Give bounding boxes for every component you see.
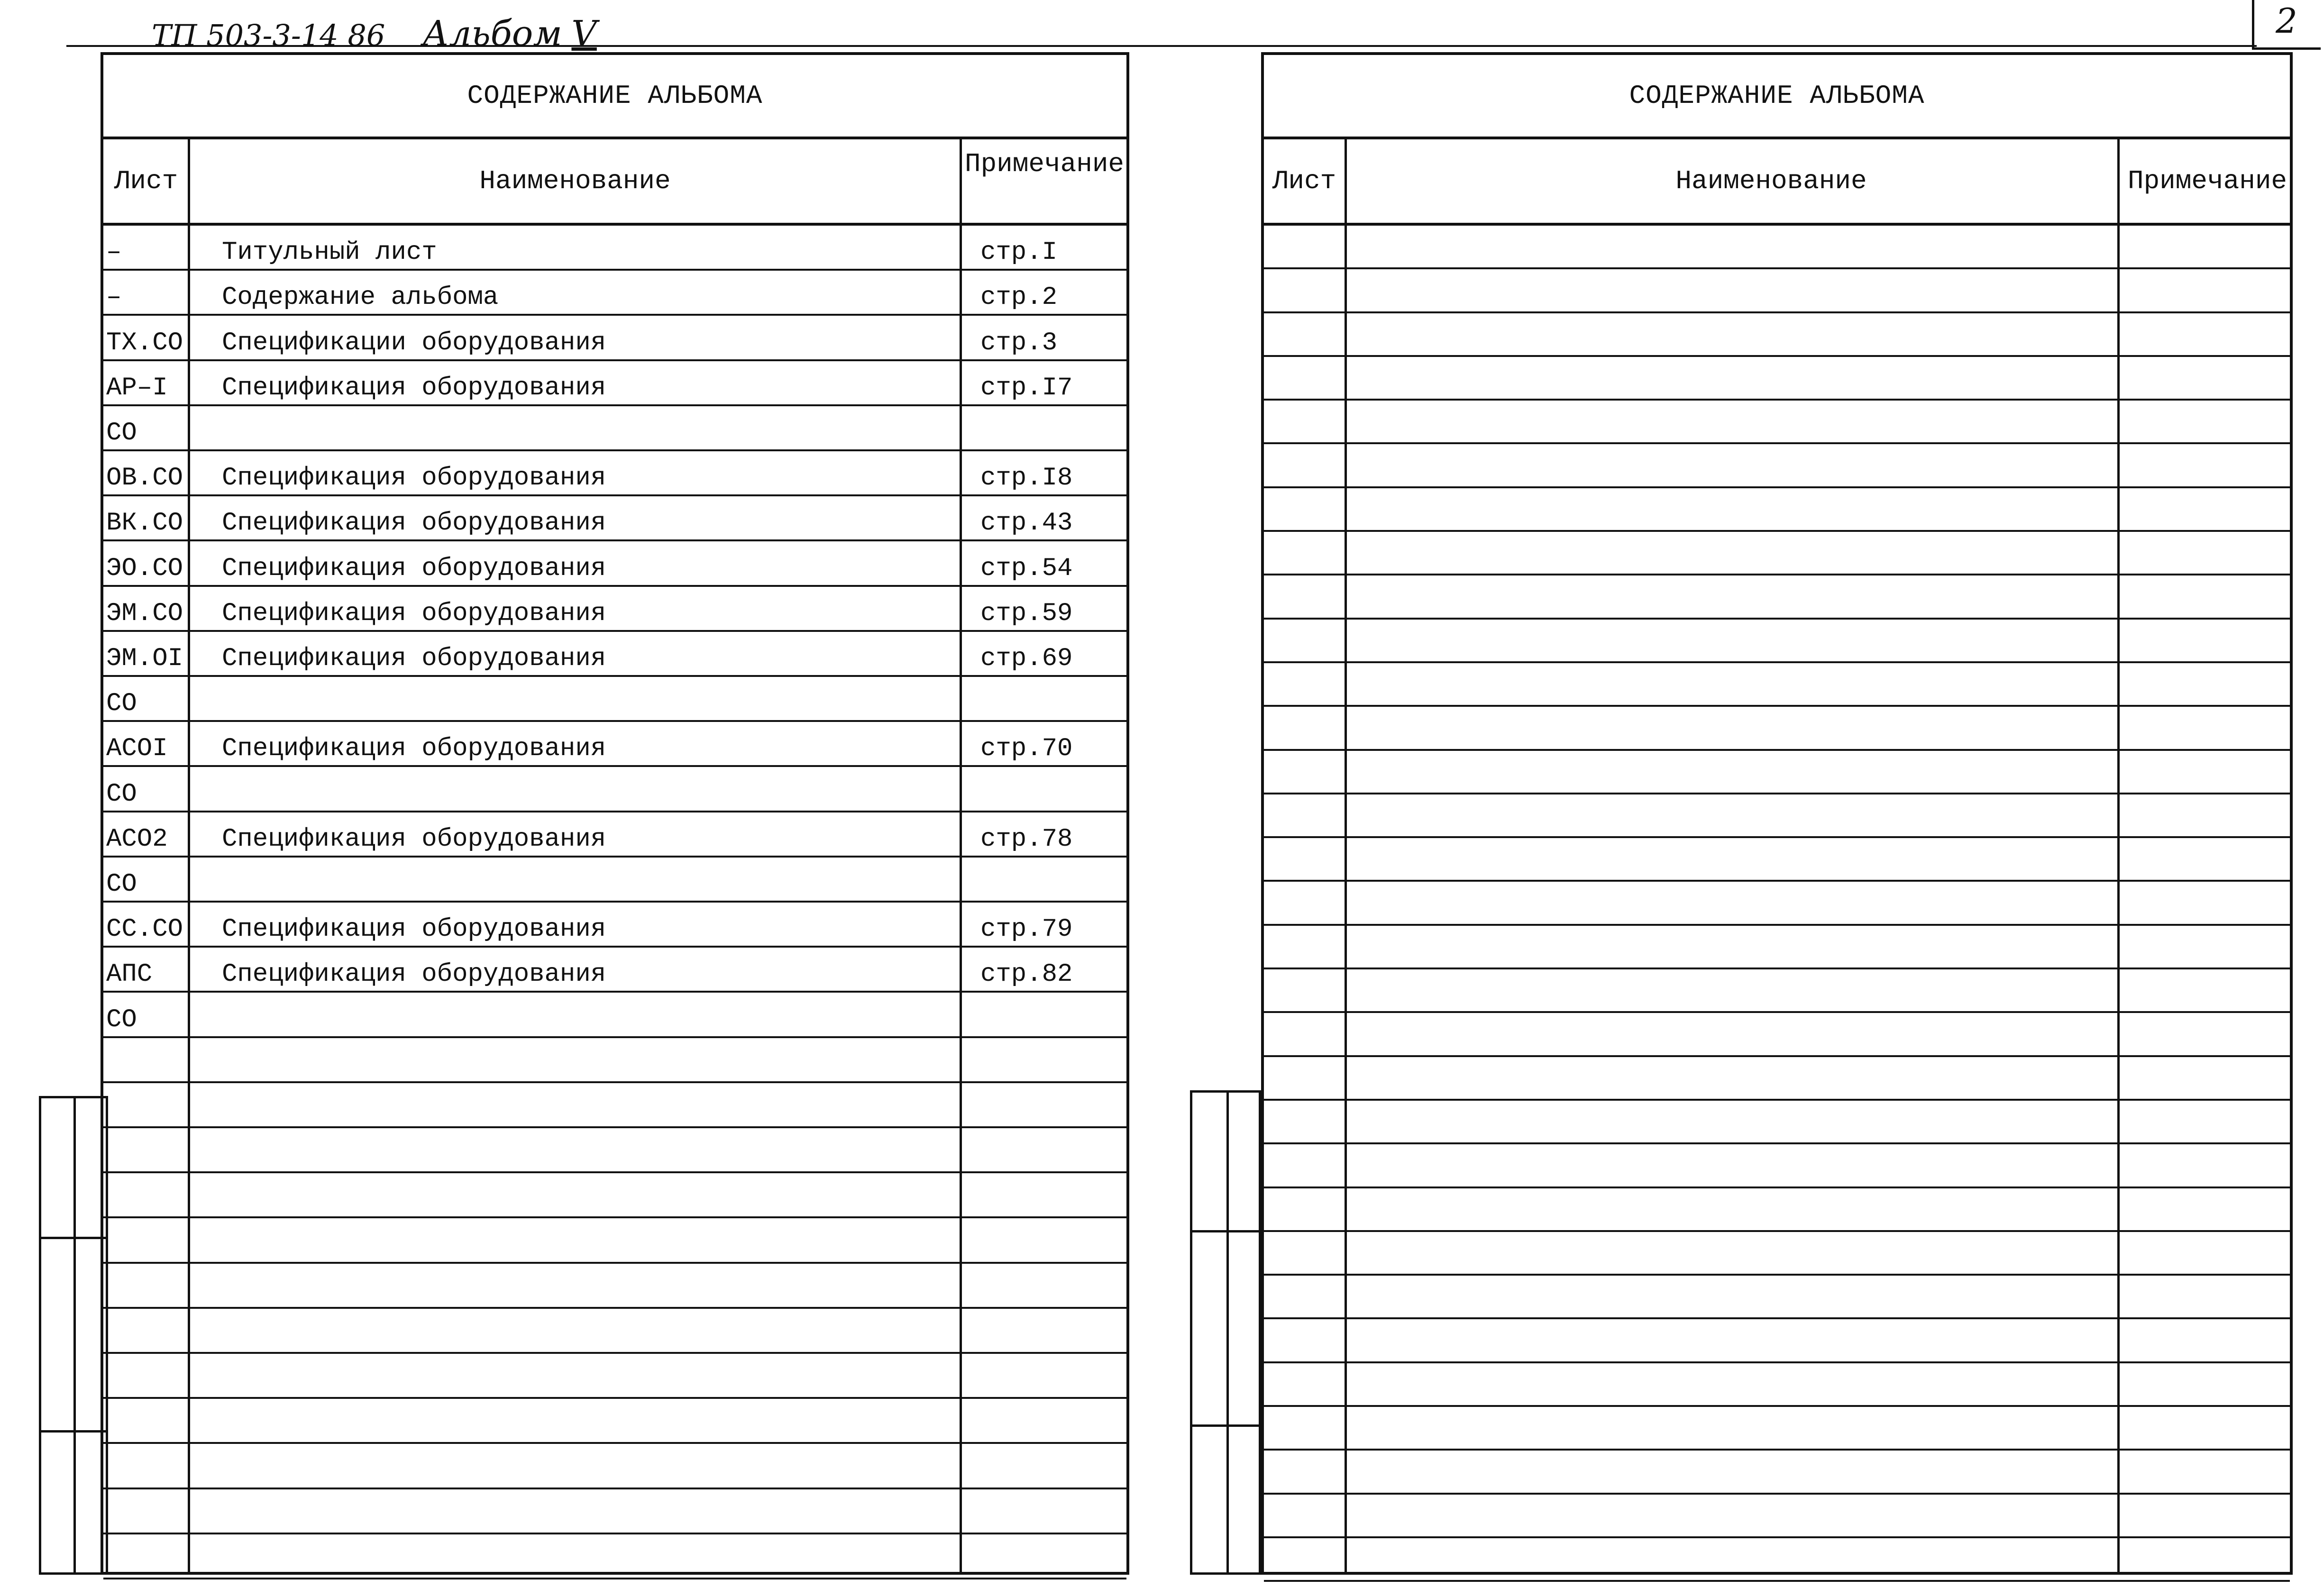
row-note: стр.3	[980, 328, 1058, 357]
row-name: Спецификация оборудования	[222, 464, 606, 493]
document-code-text: ТП 503-3-14 86	[152, 18, 385, 53]
table-row	[1264, 1320, 2290, 1363]
col-header-note: Примечание	[2127, 166, 2287, 196]
table-row	[1264, 401, 2290, 444]
album-label: Альбом	[422, 13, 562, 54]
table-row	[1264, 882, 2290, 926]
row-note: стр.82	[980, 960, 1073, 989]
table-row	[1264, 1363, 2290, 1407]
row-sheet-code: АСОI	[106, 734, 168, 764]
table-row	[1264, 1451, 2290, 1494]
row-sheet-code: –	[106, 238, 122, 267]
row-sheet-code: АР–I	[106, 373, 168, 402]
table-row	[1264, 707, 2290, 750]
table-row	[1264, 926, 2290, 969]
table-row	[103, 406, 1126, 451]
row-sheet-code: ЭМ.OI	[106, 644, 183, 673]
row-sheet-code: СО	[106, 1005, 137, 1034]
table-row	[103, 1264, 1126, 1309]
table-row	[103, 496, 1126, 541]
row-note: стр.78	[980, 824, 1073, 854]
table-row	[1264, 1276, 2290, 1319]
table-row	[1264, 488, 2290, 532]
row-sheet-code: ЭО.СО	[106, 554, 183, 583]
toc-left-rows	[103, 226, 1126, 1572]
table-row	[103, 632, 1126, 677]
table-row	[103, 1038, 1126, 1083]
table-row	[1264, 751, 2290, 794]
table-row	[1264, 1188, 2290, 1232]
row-name: Содержание альбома	[222, 283, 499, 312]
table-row	[103, 903, 1126, 948]
table-row	[1264, 532, 2290, 575]
table-row	[103, 767, 1126, 812]
header-rule	[66, 45, 2257, 47]
row-note: стр.70	[980, 734, 1073, 764]
row-note: стр.I	[980, 238, 1058, 267]
table-row	[1264, 445, 2290, 488]
table-row	[103, 1173, 1126, 1218]
table-row	[103, 858, 1126, 903]
document-code	[152, 13, 597, 54]
row-note: стр.I7	[980, 373, 1073, 402]
row-sheet-code: ТХ.СО	[106, 328, 183, 357]
side-stamp-left	[39, 1096, 108, 1575]
table-row	[103, 1354, 1126, 1399]
row-note: стр.I8	[980, 464, 1073, 493]
row-note: стр.59	[980, 599, 1073, 628]
table-row	[103, 948, 1126, 993]
toc-right-panel	[1261, 52, 2293, 1575]
row-name: Спецификация оборудования	[222, 960, 606, 989]
table-row	[103, 1309, 1126, 1354]
row-name: Спецификация оборудования	[222, 509, 606, 538]
row-name: Спецификации оборудования	[222, 328, 606, 357]
col-header-note: Примечание	[964, 149, 1125, 179]
row-sheet-code: СО	[106, 779, 137, 809]
row-sheet-code: СО	[106, 689, 137, 719]
col-header-name: Наименование	[1675, 166, 1867, 196]
table-row	[1264, 663, 2290, 707]
row-note: стр.69	[980, 644, 1073, 673]
row-sheet-code: ВК.СО	[106, 509, 183, 538]
table-row	[103, 1083, 1126, 1128]
row-name: Спецификация оборудования	[222, 644, 606, 673]
col-header-sheet: Лист	[114, 166, 178, 196]
table-row	[103, 722, 1126, 767]
row-name: Спецификация оборудования	[222, 734, 606, 764]
row-name: Спецификация оборудования	[222, 599, 606, 628]
table-row	[1264, 575, 2290, 619]
row-note: стр.43	[980, 509, 1073, 538]
table-row	[103, 271, 1126, 316]
table-row	[103, 451, 1126, 496]
table-row	[103, 361, 1126, 406]
toc-right-header-row	[1264, 139, 2290, 226]
table-row	[103, 1399, 1126, 1444]
row-sheet-code: СО	[106, 869, 137, 899]
table-row	[1264, 357, 2290, 401]
table-row	[1264, 1144, 2290, 1188]
table-row	[1264, 1101, 2290, 1144]
table-row	[103, 541, 1126, 586]
table-row	[1264, 1013, 2290, 1057]
table-row	[103, 1489, 1126, 1534]
table-row	[1264, 226, 2290, 269]
table-row	[103, 226, 1126, 271]
table-row	[1264, 838, 2290, 882]
table-row	[1264, 794, 2290, 838]
toc-right-title: СОДЕРЖАНИЕ АЛЬБОМА	[1264, 55, 2290, 139]
table-row	[1264, 1495, 2290, 1538]
col-header-name: Наименование	[479, 166, 671, 196]
row-note: стр.79	[980, 915, 1073, 944]
page-number-box	[2252, 0, 2321, 50]
row-name: Спецификация оборудования	[222, 824, 606, 854]
row-sheet-code: АСО2	[106, 824, 168, 854]
row-sheet-code: –	[106, 283, 122, 312]
table-row	[103, 1218, 1126, 1263]
table-row	[1264, 969, 2290, 1013]
table-row	[103, 316, 1126, 361]
table-row	[103, 812, 1126, 858]
table-row	[103, 1534, 1126, 1579]
row-note: стр.54	[980, 554, 1073, 583]
table-row	[1264, 313, 2290, 357]
table-row	[1264, 1232, 2290, 1276]
row-name: Титульный лист	[222, 238, 437, 267]
table-row	[103, 677, 1126, 722]
row-sheet-code: АПС	[106, 960, 153, 989]
album-number: V	[571, 13, 597, 54]
table-row	[1264, 1057, 2290, 1101]
row-name: Спецификация оборудования	[222, 373, 606, 402]
table-row	[103, 587, 1126, 632]
row-note: стр.2	[980, 283, 1058, 312]
page-number: 2	[2276, 1, 2297, 41]
row-name: Спецификация оборудования	[222, 554, 606, 583]
toc-left-title: СОДЕРЖАНИЕ АЛЬБОМА	[103, 55, 1126, 139]
table-row	[103, 993, 1126, 1038]
row-sheet-code: СО	[106, 418, 137, 447]
row-name: Спецификация оборудования	[222, 915, 606, 944]
toc-left-header-row	[103, 139, 1126, 226]
toc-left-panel	[101, 52, 1129, 1575]
table-row	[1264, 1407, 2290, 1451]
table-row	[1264, 620, 2290, 663]
col-header-sheet: Лист	[1272, 166, 1336, 196]
row-sheet-code: ОВ.СО	[106, 464, 183, 493]
side-stamp-right	[1190, 1090, 1261, 1575]
table-row	[103, 1128, 1126, 1173]
toc-right-rows	[1264, 226, 2290, 1572]
row-sheet-code: ЭМ.СО	[106, 599, 183, 628]
row-sheet-code: СС.СО	[106, 915, 183, 944]
table-row	[1264, 1538, 2290, 1582]
table-row	[1264, 269, 2290, 313]
table-row	[103, 1444, 1126, 1489]
